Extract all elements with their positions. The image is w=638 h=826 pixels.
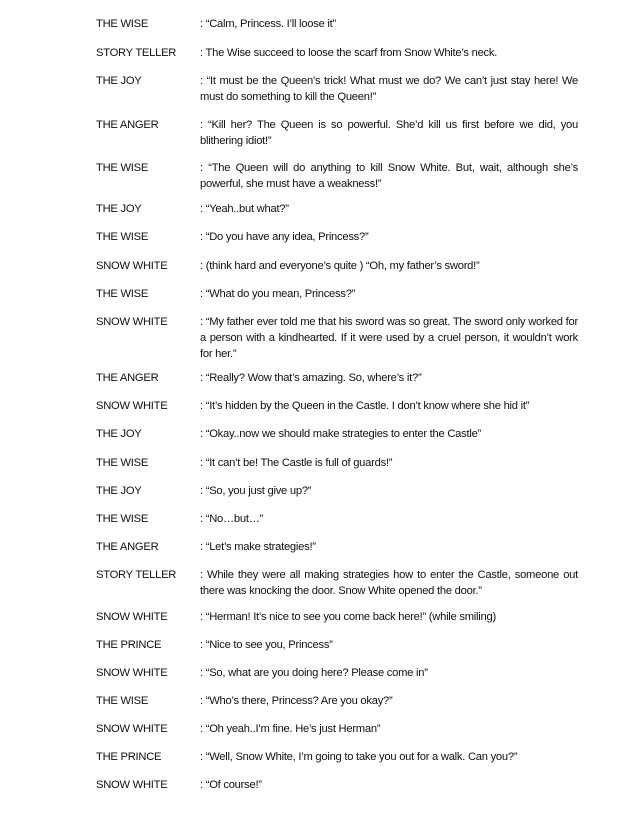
dialogue-text: : “Nice to see you, Princess” — [200, 639, 333, 651]
speaker-name: SNOW WHITE — [96, 723, 168, 735]
dialogue-text: : The Wise succeed to loose the scarf from Snow White’s neck. — [200, 47, 498, 59]
speaker-name: THE WISE — [96, 231, 149, 243]
speaker-name: THE JOY — [96, 75, 142, 87]
dialogue-text: : “Yeah..but what?” — [200, 203, 289, 215]
dialogue-text: : “What do you mean, Princess?” — [200, 288, 356, 300]
dialogue-text: : “Of course!” — [200, 779, 262, 791]
dialogue-text: : “The Queen will do anything to kill Snow White. But, wait, although she’s powerful, she must have a weakness!” — [200, 162, 578, 190]
speaker-name: THE ANGER — [96, 119, 159, 131]
dialogue-text: : “Calm, Princess. I’ll loose it” — [200, 18, 336, 30]
speaker-name: THE PRINCE — [96, 751, 162, 763]
dialogue-text: : “It can’t be! The Castle is full of guards!” — [200, 457, 393, 469]
dialogue-text: : “Do you have any idea, Princess?” — [200, 231, 369, 243]
speaker-name: THE JOY — [96, 203, 142, 215]
speaker-name: THE WISE — [96, 695, 149, 707]
dialogue-text: : “So, you just give up?” — [200, 485, 312, 497]
speaker-name: THE JOY — [96, 428, 142, 440]
speaker-name: STORY TELLER — [96, 569, 177, 581]
speaker-name: THE WISE — [96, 513, 149, 525]
dialogue-text: : “Who’s there, Princess? Are you okay?” — [200, 695, 393, 707]
dialogue-text: : “Kill her? The Queen is so powerful. She’d kill us first before we did, you blithering idiot!” — [200, 119, 578, 147]
dialogue-text: : “Herman! It’s nice to see you come back here!” (while smiling) — [200, 611, 496, 623]
dialogue-text: : “Let’s make strategies!” — [200, 541, 316, 553]
speaker-name: SNOW WHITE — [96, 779, 168, 791]
speaker-name: SNOW WHITE — [96, 611, 168, 623]
dialogue-text: : (think hard and everyone’s quite ) “Oh, my father’s sword!” — [200, 260, 480, 272]
dialogue-text: : While they were all making strategies how to enter the Castle, someone out there was knocking the door. Snow White opened the door.” — [200, 569, 578, 597]
speaker-name: THE WISE — [96, 457, 149, 469]
speaker-name: SNOW WHITE — [96, 316, 168, 328]
speaker-name: THE WISE — [96, 18, 149, 30]
speaker-name: THE PRINCE — [96, 639, 162, 651]
speaker-name: THE ANGER — [96, 372, 159, 384]
dialogue-text: : “Well, Snow White, I’m going to take you out for a walk. Can you?” — [200, 751, 518, 763]
dialogue-text: : “It must be the Queen’s trick! What must we do? We can’t just stay here! We must do something to kill the Queen!” — [200, 75, 578, 103]
dialogue-text: : “Oh yeah..I’m fine. He’s just Herman” — [200, 723, 381, 735]
dialogue-text: : “So, what are you doing here? Please come in” — [200, 667, 428, 679]
speaker-name: THE WISE — [96, 162, 149, 174]
dialogue-text: : “No…but…” — [200, 513, 264, 525]
speaker-name: SNOW WHITE — [96, 667, 168, 679]
speaker-name: THE ANGER — [96, 541, 159, 553]
speaker-name: STORY TELLER — [96, 47, 177, 59]
dialogue-text: : “Okay..now we should make strategies to enter the Castle” — [200, 428, 482, 440]
speaker-name: THE WISE — [96, 288, 149, 300]
speaker-name: SNOW WHITE — [96, 260, 168, 272]
dialogue-text: : “It’s hidden by the Queen in the Castle. I don’t know where she hid it” — [200, 400, 530, 412]
speaker-name: THE JOY — [96, 485, 142, 497]
dialogue-text: : “My father ever told me that his sword was so great. The sword only worked for a person with a kindhearted. If it were used by a cruel person, it wouldn’t work for her.” — [200, 316, 578, 360]
dialogue-text: : “Really? Wow that’s amazing. So, where’s it?” — [200, 372, 422, 384]
speaker-name: SNOW WHITE — [96, 400, 168, 412]
